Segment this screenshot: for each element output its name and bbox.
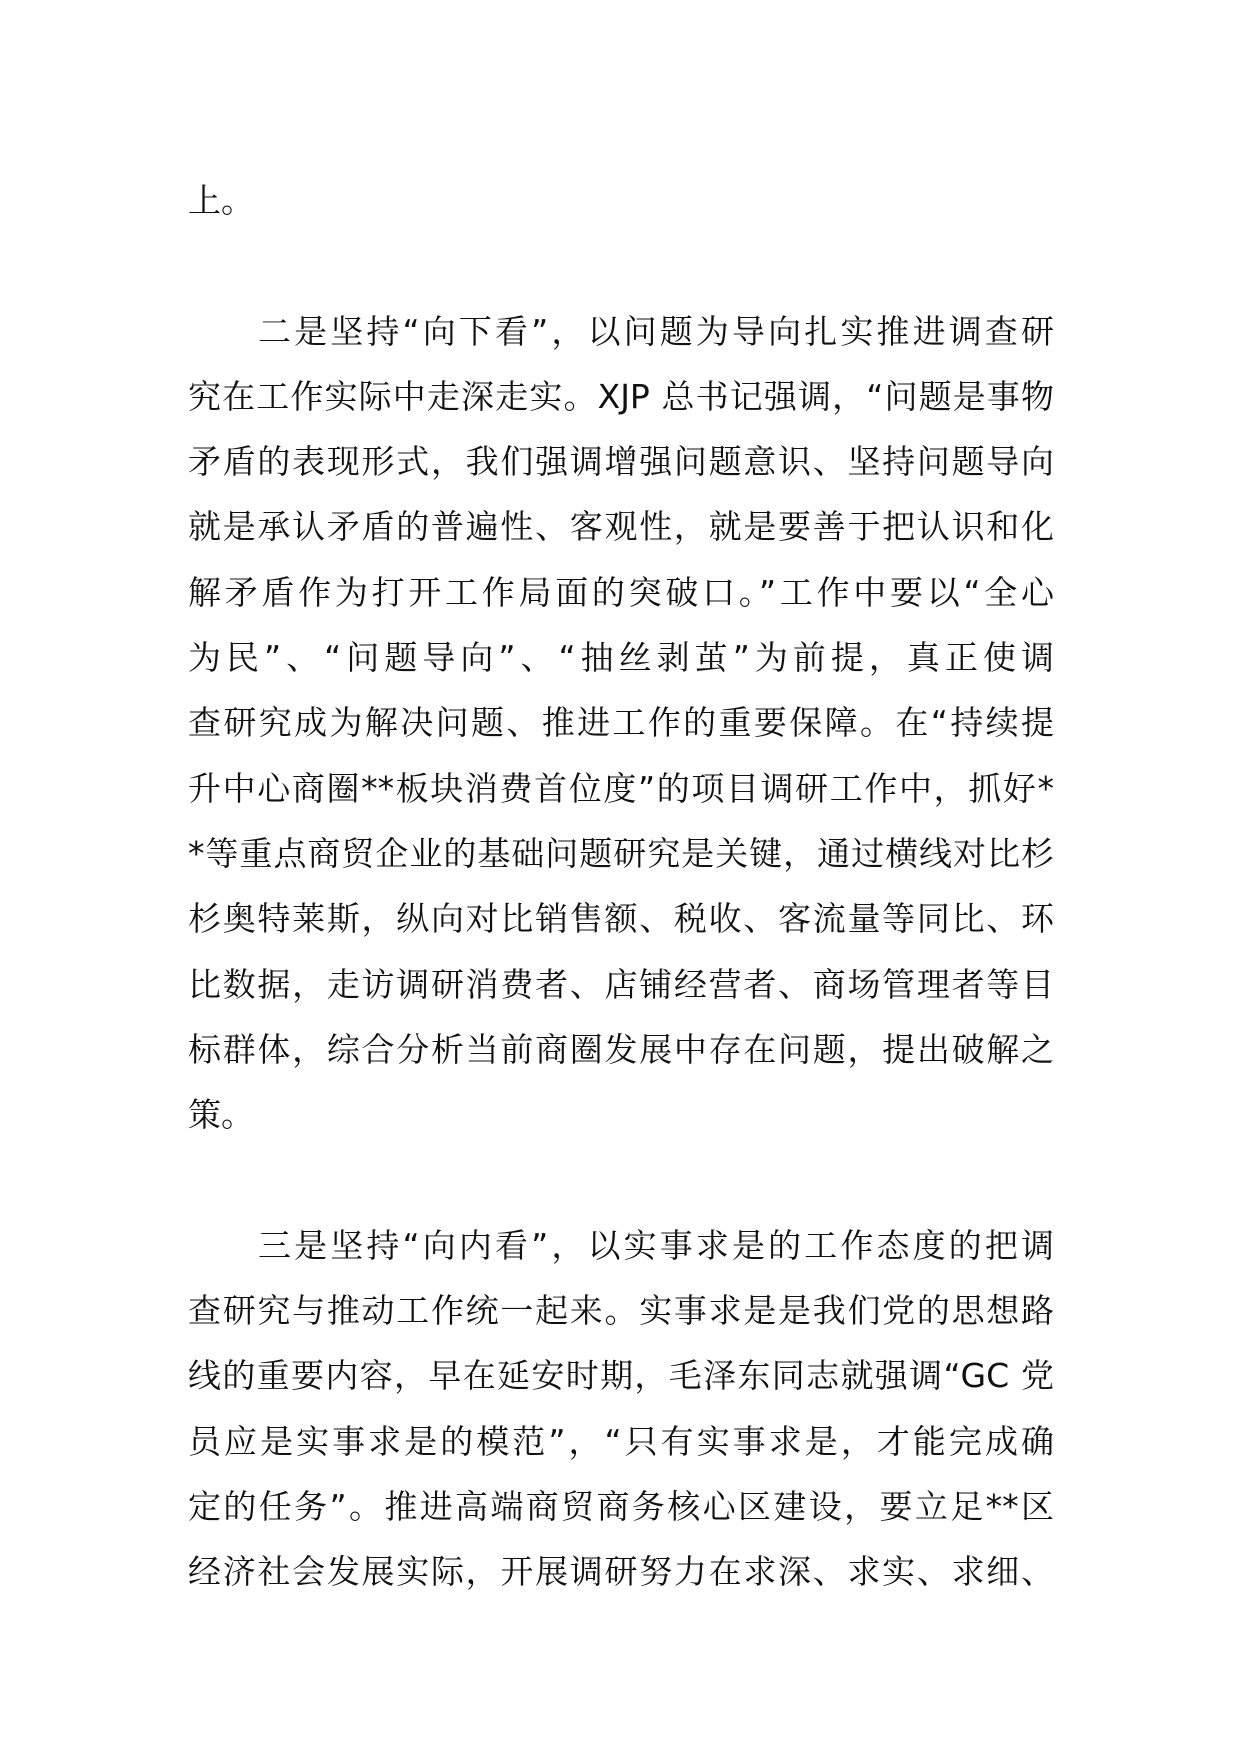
paragraph-look-inward [188, 1213, 1054, 1605]
text-line: 三是坚持“向内看”，以实事求是的工作态度的把调 [258, 1225, 1054, 1265]
text-line: 查研究成为解决问题、推进工作的重要保障。在“持续提 [188, 703, 1054, 743]
text-line: 上。 [188, 181, 254, 220]
text-line: 查研究与推动工作统一起来。实事求是是我们党的思想路 [188, 1291, 1054, 1331]
text-line: 员应是实事求是的模范”，“只有实事求是，才能完成确 [188, 1421, 1054, 1461]
text-line: 杉奥特莱斯，纵向对比销售额、税收、客流量等同比、环 [188, 899, 1054, 939]
text-line: 升中心商圈**板块消费首位度”的项目调研工作中，抓好* [188, 768, 1054, 808]
text-line: *等重点商贸企业的基础问题研究是关键，通过横线对比杉 [188, 833, 1054, 873]
text-line: 标群体，综合分析当前商圈发展中存在问题，提出破解之 [188, 1029, 1054, 1069]
text-line: 究在工作实际中走深走实。XJP 总书记强调，“问题是事物 [188, 376, 1054, 416]
paragraph-look-down [188, 299, 1054, 1148]
text-line: 经济社会发展实际，开展调研努力在求深、求实、求细、 [188, 1552, 1054, 1592]
text-line: 二是坚持“向下看”，以问题为导向扎实推进调查研 [258, 311, 1054, 351]
paragraph-continuation [188, 168, 1054, 233]
document-body [188, 168, 1054, 1670]
text-line: 定的任务”。推进高端商贸商务核心区建设，要立足**区 [188, 1486, 1054, 1526]
text-line: 策。 [188, 1095, 254, 1135]
text-line: 解矛盾作为打开工作局面的突破口。”工作中要以“全心 [188, 572, 1054, 612]
text-line: 比数据，走访调研消费者、店铺经营者、商场管理者等目 [188, 964, 1054, 1004]
text-line: 线的重要内容，早在延安时期，毛泽东同志就强调“GC 党 [188, 1356, 1054, 1396]
text-line: 就是承认矛盾的普遍性、客观性，就是要善于把认识和化 [188, 507, 1054, 547]
text-line: 矛盾的表现形式，我们强调增强问题意识、坚持问题导向 [188, 442, 1054, 482]
text-line: 为民”、“问题导向”、“抽丝剥茧”为前提，真正使调 [188, 638, 1054, 678]
